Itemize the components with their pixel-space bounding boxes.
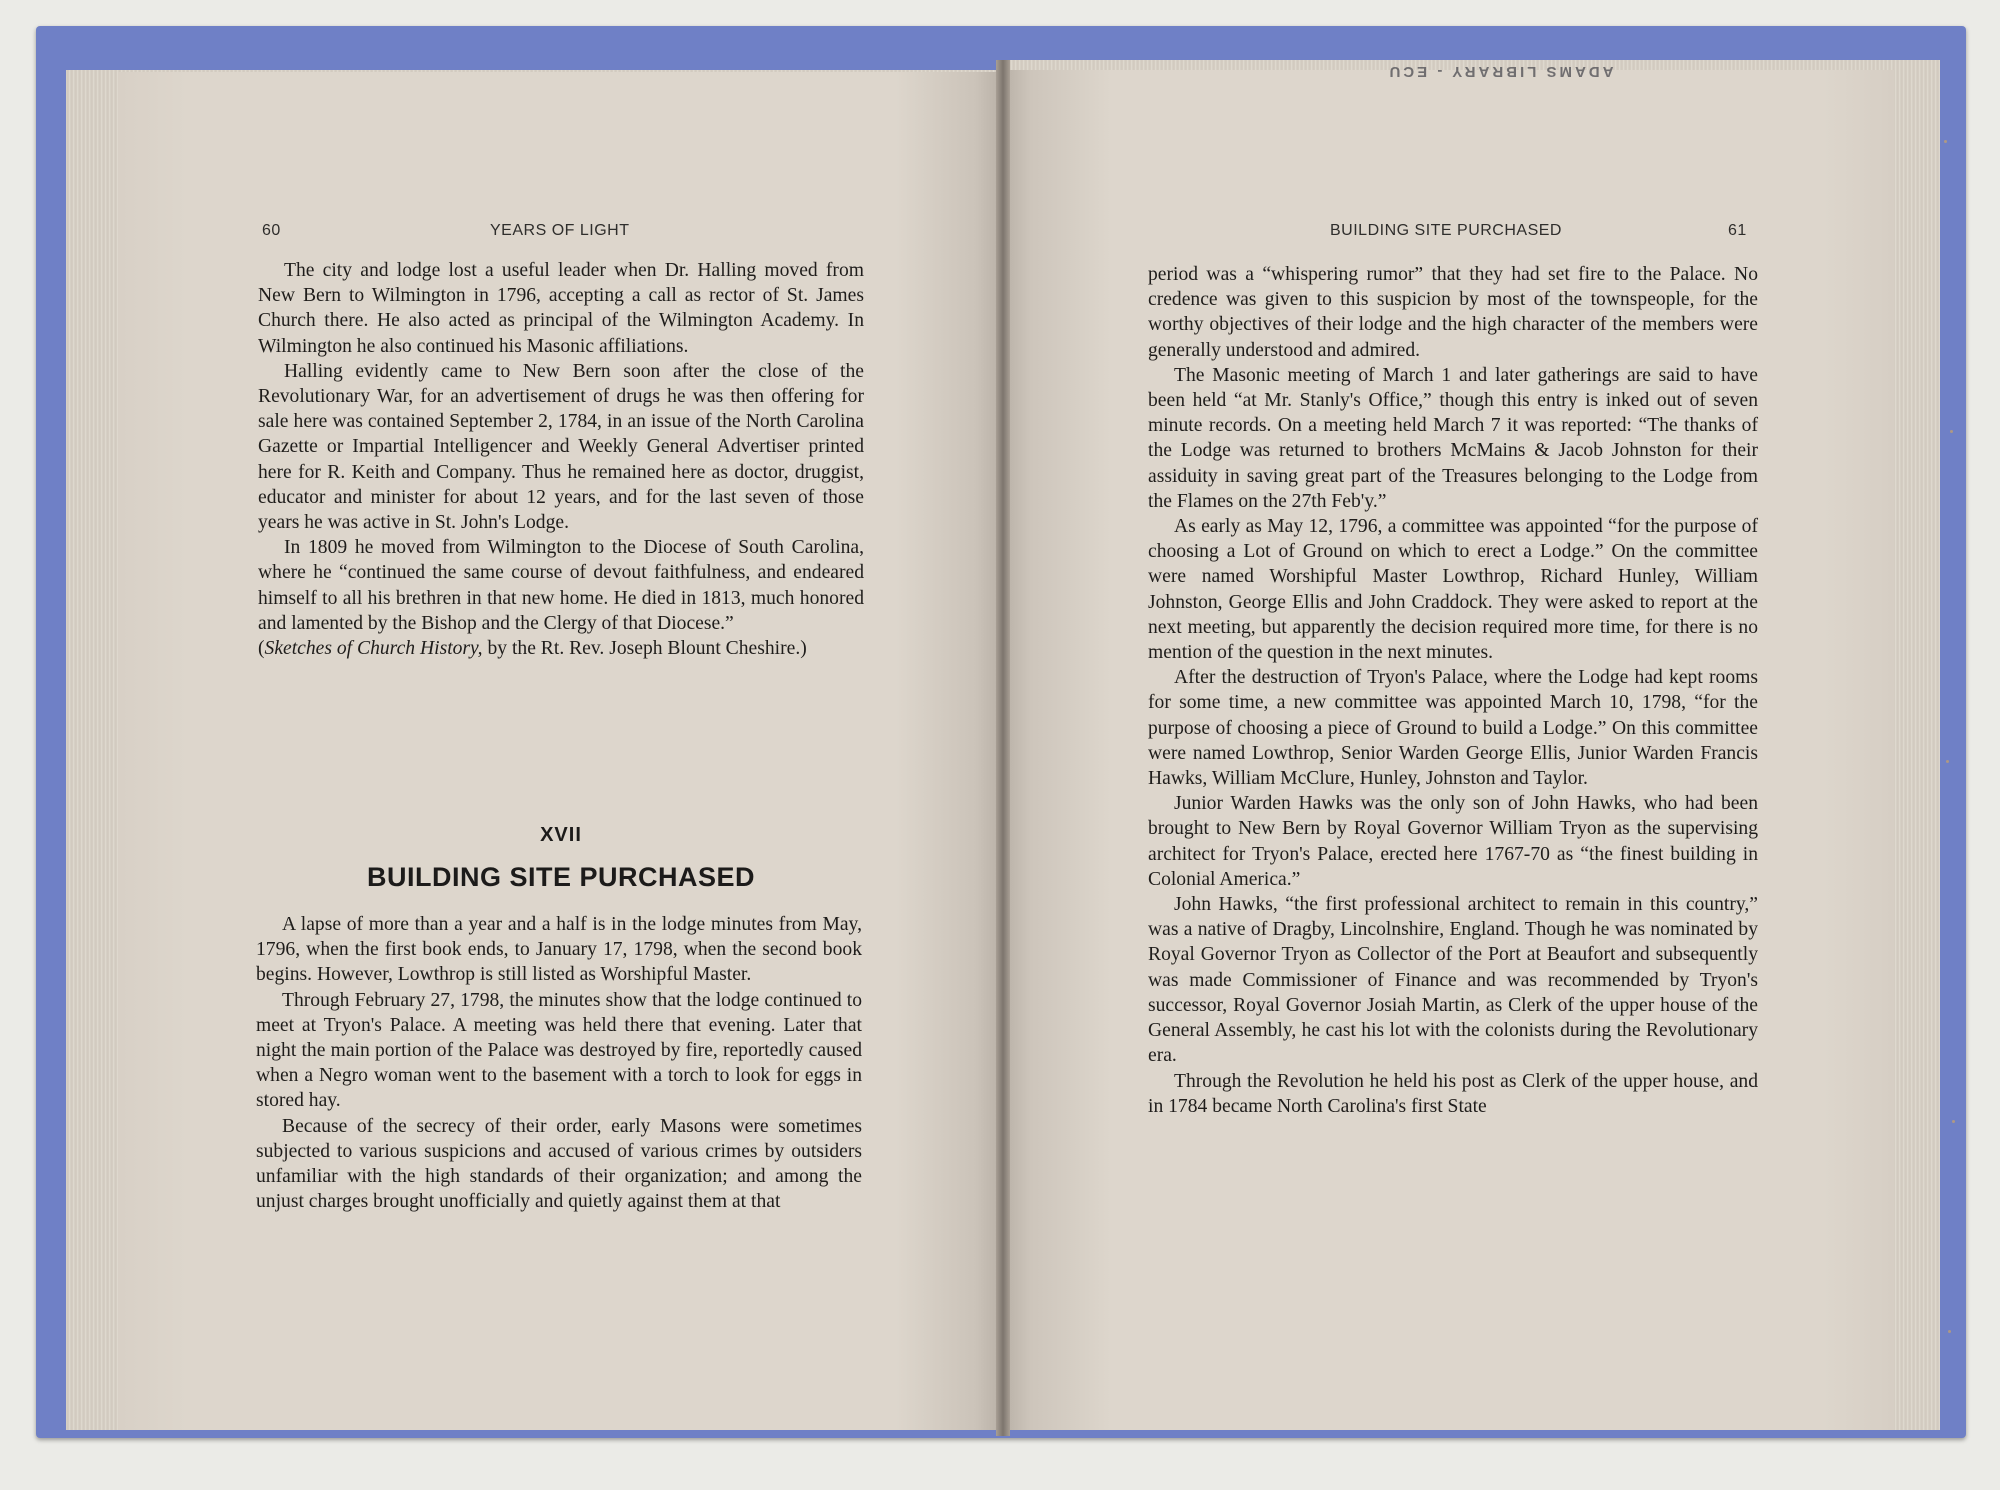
book-gutter [996,60,1010,1436]
cover-speck [1946,760,1949,763]
paragraph: period was a “whispering rumor” that they had set fire to the Palace. No credence was given to this suspicion by most of the townspeople, for the worthy objectives of their lodge and the high character of the members were generally understood and admired. [1148,264,1758,361]
right-running-title: BUILDING SITE PURCHASED [1330,222,1562,239]
cover-speck [1950,430,1953,433]
chapter-number: XVII [540,824,582,846]
paragraph: John Hawks, “the first professional architect to remain in this country,” was a native of Dragby, Lincolnshire, England. Though he was nominated by Royal Governor Tryon as Collector of the Port at Beaufort and subsequently was made Commissioner of Finance and was recommended by Tryon's successor, Royal Governor Josiah Martin, as Clerk of the upper house of the General Assembly, he cast his lot with the colonists during the Revolutionary era. [1148,894,1758,1067]
paragraph: Through February 27, 1798, the minutes show that the lodge continued to meet at Tryon's Palace. A meeting was held there that evening. Later that night the main portion of the Palace was destroyed by fire, reportedly caused when a Negro woman went to the basement with a torch to look for eggs in stored hay. [256,989,862,1112]
citation-open: ( [258,638,265,660]
paragraph: Halling evidently came to New Bern soon after the close of the Revolutionary War, for an advertisement of drugs he was then offering for sale here was contained September 2, 1784, in an issue of the North Carolina Gazette or Impartial Intelligencer and Weekly General Advertiser printed here for R. Keith and Company. Thus he remained here as doctor, druggist, educator and minister for about 12 years, and for the last seven of those years he was active in St. John's Lodge. [258,360,864,534]
cover-speck [1948,1330,1951,1333]
chapter-title: BUILDING SITE PURCHASED [366,862,756,892]
right-text [1148,262,1758,1119]
citation [258,636,864,661]
paragraph: After the destruction of Tryon's Palace, where the Lodge had kept rooms for some time, a new committee was appointed March 10, 1798, “for the purpose of choosing a piece of Ground to build a Lodge.” On this committee were named Lowthrop, Senior Warden George Ellis, Junior Warden Francis Hawks, William McClure, Hunley, Johnston and Taylor. [1148,667,1758,790]
paragraph: The city and lodge lost a useful leader when Dr. Halling moved from New Bern to Wilmington in 1796, accepting a call as rector of St. James Church there. He also acted as principal of the Wilmington Academy. In Wilmington he also continued his Masonic affiliations. [258,260,864,357]
paragraph: As early as May 12, 1796, a committee was appointed “for the purpose of choosing a Lot of Ground on which to erect a Lodge.” On the committee were named Worshipful Master Lowthrop, Richard Hunley, William Johnston, George Ellis and John Craddock. They were asked to report at the next meeting, but apparently the decision required more time, for there is no mention of the question in the next minutes. [1148,516,1758,664]
left-page-number: 60 [262,222,281,239]
citation-title: Sketches of Church History, [264,638,483,660]
cover-speck [1952,1120,1955,1123]
citation-rest: by the Rt. Rev. Joseph Blount Cheshire.) [482,638,807,660]
paragraph: A lapse of more than a year and a half is in the lodge minutes from May, 1796, when the first book ends, to January 17, 1798, when the second book begins. However, Lowthrop is still listed as Worshipful Master. [256,914,862,986]
left-text-lower [256,912,862,1214]
left-running-title: YEARS OF LIGHT [490,222,630,239]
paragraph: Through the Revolution he held his post as Clerk of the upper house, and in 1784 became North Carolina's first State [1148,1070,1758,1117]
cover-speck [1944,140,1947,143]
library-stamp: ADAMS LIBRARY - ECU [1386,63,1614,80]
paragraph: Because of the secrecy of their order, early Masons were sometimes subjected to various suspicions and accused of various crimes by outsiders unfamiliar with the high standards of their organization; and among the unjust charges brought unofficially and quietly against them at that [256,1115,862,1213]
right-page-number: 61 [1728,222,1747,239]
left-text-upper [258,258,864,661]
paragraph: The Masonic meeting of March 1 and later gatherings are said to have been held “at Mr. Stanly's Office,” though this entry is inked out of seven minute records. On a meeting held March 7 it was reported: “The thanks of the Lodge was returned to brothers McMains & Jacob Johnston for their assiduity in saving great part of the Treasures belonging to the Lodge from the Flames on the 27th Feb'y.” [1148,364,1758,512]
paragraph: Junior Warden Hawks was the only son of John Hawks, who had been brought to New Bern by Royal Governor William Tryon as the supervising architect for Tryon's Palace, erected here 1767-70 as “the finest building in Colonial America.” [1148,793,1758,890]
paragraph: In 1809 he moved from Wilmington to the Diocese of South Carolina, where he “continued the same course of devout faithfulness, and endeared himself to all his brethren in that new home. He died in 1813, much honored and lamented by the Bishop and the Clergy of that Diocese.” [258,537,864,634]
